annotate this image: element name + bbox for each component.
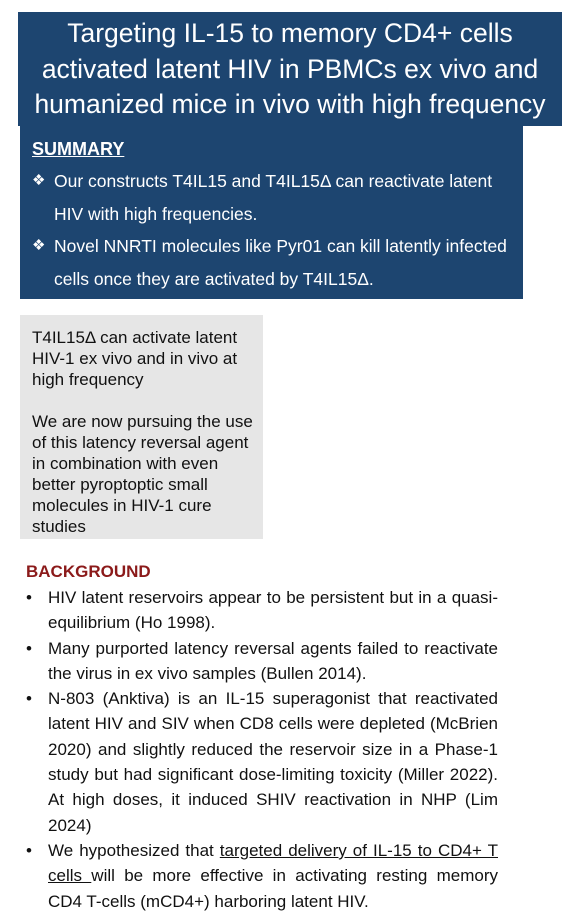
background-item-text: N-803 (Anktiva) is an IL-15 superagonist that reactivated latent HIV and SIV when CD8 cells were depleted (McBrien 2020) and slightly reduced the reservoir size in a Phase-1 study but had significant dose-limiting toxicity (Miller 2022). At high doses, it induced SHIV reactivation in NHP (Lim 2024) [48,689,498,835]
background-item-text: HIV latent reservoirs appear to be persistent but in a quasi-equilibrium (Ho 1998). [48,588,498,633]
hypothesis-text-end: will be more effective in activating resting memory CD4 T-cells (mCD4+) harboring latent HIV. [48,866,499,911]
hypothesis-underlined-text: targeted delivery of IL-15 to CD4+ T cells [48,840,498,886]
background-item-text [48,838,498,914]
dot-bullet-icon: • [26,840,32,860]
diamond-bullet-icon: ❖ [32,172,46,189]
summary-item [32,165,515,230]
background-item [26,838,498,914]
summary-item-text: Our constructs T4IL15 and T4IL15Δ can reactivate latent HIV with high frequencies. [54,171,493,224]
title-line-1: Targeting IL-15 to memory CD4+ cells [67,18,513,48]
poster-title [18,12,562,126]
dot-bullet-icon: • [26,638,32,658]
summary-item-text: Novel NNRTI molecules like Pyr01 can kill latently infected cells once they are activated by T4IL15Δ. [54,236,507,289]
background-item-text: Many purported latency reversal agents failed to reactivate the virus in ex vivo samples (Bullen 2014). [48,638,498,683]
diamond-bullet-icon: ❖ [32,237,46,254]
dot-bullet-icon: • [26,689,32,709]
conclusion-paragraph: We are now pursuing the use of this latency reversal agent in combination with even better pyroptoptic small molecules in HIV-1 cure studies [32,412,253,536]
dot-bullet-icon: • [26,588,32,607]
summary-item [32,230,515,295]
title-line-3: humanized mice in vivo with high frequency [34,89,546,119]
background-item [26,636,498,687]
background-item [26,585,498,636]
background-section [26,561,498,914]
title-line-2: activated latent HIV in PBMCs ex vivo and [41,53,539,84]
hypothesis-text-start: We hypothesized that [48,840,220,860]
conclusion-panel [20,315,263,539]
background-heading: BACKGROUND [26,562,151,581]
summary-heading: SUMMARY [32,139,125,159]
conclusion-paragraph: T4IL15Δ can activate latent HIV-1 ex vivo and in vivo at high frequency [32,328,238,389]
summary-panel [20,126,523,299]
background-item [26,686,498,838]
